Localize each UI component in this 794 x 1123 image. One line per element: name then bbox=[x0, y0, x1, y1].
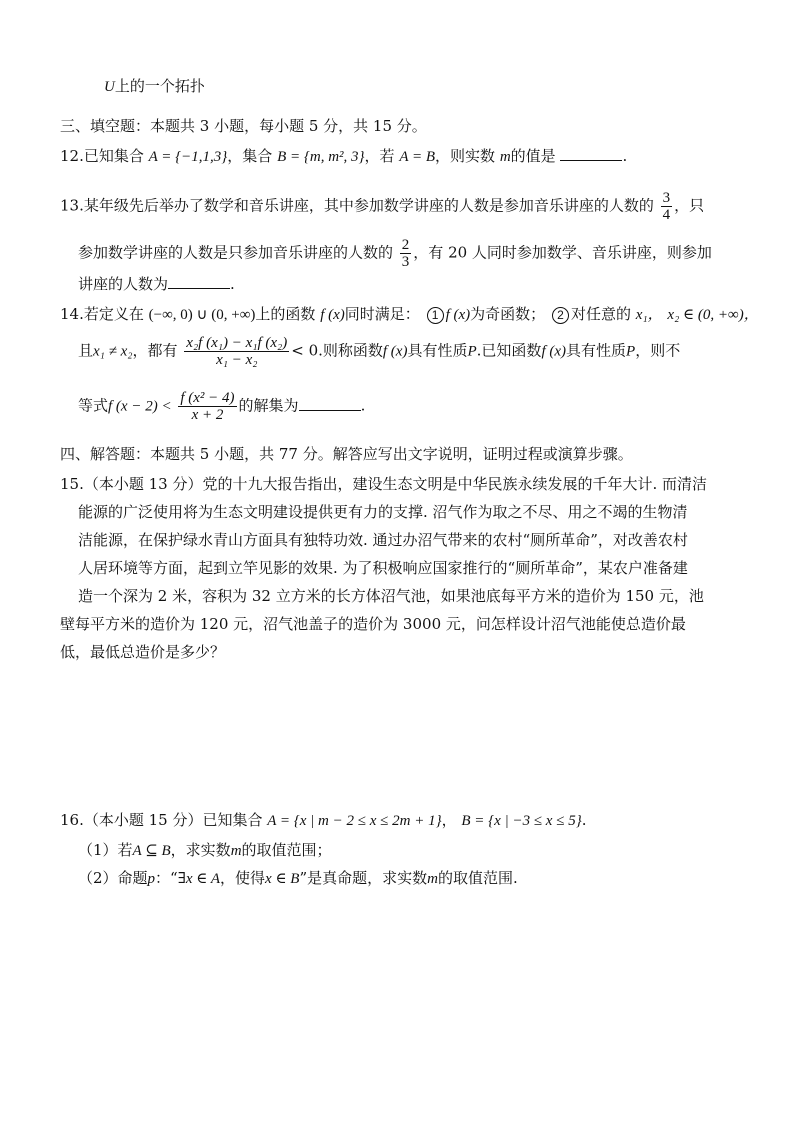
answer-blank bbox=[168, 274, 230, 289]
answer-blank bbox=[299, 396, 361, 411]
fraction-3-4: $\frac{3}{4}$ bbox=[662, 190, 671, 223]
question-15-line2: 能源的广泛使用将为生态文明建设提供更有力的支撑. 沼气作为取之不尽、用之不竭的生物清 bbox=[78, 503, 688, 521]
question-13-line1: 13.某年级先后举办了数学和音乐讲座，其中参加数学讲座的人数是参加音乐讲座的人数的 $\frac{3}{4}$ ，只 bbox=[60, 190, 705, 223]
answer-blank bbox=[560, 146, 622, 161]
top-fragment: U上的一个拓扑 bbox=[104, 77, 205, 95]
section3-heading: 三、填空题：本题共 3 小题，每小题 5 分，共 15 分。 bbox=[60, 117, 427, 135]
inequality-fraction-2: $\frac{\text{f (x² − 4)}}{x + 2}$ bbox=[180, 390, 235, 423]
fraction-2-3: $\frac{2}{3}$ bbox=[401, 237, 410, 270]
question-16-part1: （1）若A ⊆ B，求实数m的取值范围； bbox=[78, 841, 332, 859]
question-16-part2: （2）命题p：“∃x ∈ A，使得x ∈ B”是真命题，求实数m的取值范围. bbox=[78, 869, 518, 887]
question-13-line3: 讲座的人数为 . bbox=[78, 275, 235, 293]
question-15-line6: 壁每平方米的造价为 120 元，沼气池盖子的造价为 3000 元，问怎样设计沼气池能使总造价最 bbox=[60, 615, 686, 633]
question-13-line2: 参加数学讲座的人数是只参加音乐讲座的人数的 $\frac{2}{3}$ ，有 20 人同时参加数学、音乐讲座，则参加 bbox=[78, 237, 712, 270]
section4-heading: 四、解答题：本题共 5 小题，共 77 分。解答应写出文字说明，证明过程或演算步骤。 bbox=[60, 445, 633, 463]
question-16-line1: 16.（本小题 15 分）已知集合 A = {x | m − 2 ≤ x ≤ 2m + 1}， B = {x | −3 ≤ x ≤ 5}. bbox=[60, 811, 587, 829]
question-14-line1: 14.若定义在 (−∞, 0) ∪ (0, +∞)上的函数 f (x)同时满足： 1 f (x)为奇函数； 2 对任意的 x₁， x₂ ∈ (0, +∞)， bbox=[60, 305, 759, 323]
question-14-line2: 且x₁ ≠ x₂，都有 $\frac{\text{x₂f (x₁) − x₁f (x₂)}}{\text{x₁ − x₂}}$ < 0.则称函数f (x)具有性质P.已知函数f (x)具有性质P，则不 bbox=[78, 335, 681, 368]
question-15-line3: 洁能源，在保护绿水青山方面具有独特功效. 通过办沼气带来的农村“厕所革命”，对改善农村 bbox=[78, 531, 688, 549]
question-15-line7: 低，最低总造价是多少？ bbox=[60, 643, 226, 661]
circled-number-2: 2 bbox=[552, 307, 569, 324]
question-15-line5: 造一个深为 2 米，容积为 32 立方米的长方体沼气池，如果池底每平方米的造价为 150 元，池 bbox=[78, 587, 704, 605]
question-15-line4: 人居环境等方面，起到立竿见影的效果. 为了积极响应国家推行的“厕所革命”，某农户准备建 bbox=[78, 559, 688, 577]
circled-number-1: 1 bbox=[427, 307, 444, 324]
question-12: 12.已知集合 A = {−1,1,3}，集合 B = {m, m², 3}，若 A = B，则实数 m的值是 . bbox=[60, 147, 628, 165]
question-14-line3: 等式f (x − 2) < $\frac{\text{f (x² − 4)}}{x + 2}$ 的解集为 . bbox=[78, 390, 366, 423]
question-15-line1: 15.（本小题 13 分）党的十九大报告指出，建设生态文明是中华民族永续发展的千年大计. 而清洁 bbox=[60, 475, 708, 493]
inequality-fraction: $\frac{\text{x₂f (x₁) − x₁f (x₂)}}{\text{x₁ − x₂}}$ bbox=[186, 335, 288, 368]
